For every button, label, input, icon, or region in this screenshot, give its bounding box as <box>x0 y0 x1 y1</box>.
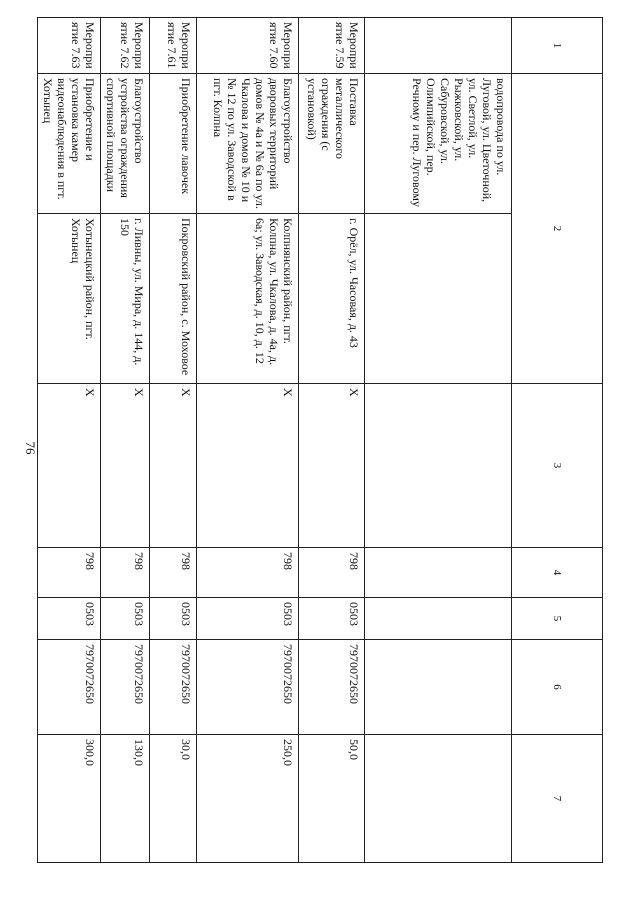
cell-col3: X <box>197 384 299 548</box>
cell-col3: X <box>101 384 150 548</box>
cell-description: Благоустройство дворовых территорий домов № 4а и № 6а по ул. Чкалова и домов № 10 и № 12 по ул. Заводской в пгт. Колпна <box>197 74 299 214</box>
cell-amount: 30,0 <box>150 735 197 863</box>
header-col-7: 7 <box>512 735 603 863</box>
header-col-6: 6 <box>512 640 603 735</box>
header-col-5: 5 <box>512 598 603 640</box>
table-row <box>197 18 299 863</box>
cell-description: Приобретение лавочек <box>150 74 197 214</box>
cell-col6: 7970072650 <box>197 640 299 735</box>
rotated-table-container <box>41 17 603 862</box>
cell-event: Мероприятие 7.61 <box>150 18 197 74</box>
header-row <box>512 18 603 863</box>
table-row <box>150 18 197 863</box>
cell-event <box>365 18 512 74</box>
cell-address: Колпнянский район, пгт. Колпна, ул. Чкалова, д. 4а, д. 6а; ул. Заводская, д. 10, д. 12 <box>197 214 299 384</box>
header-col-2: 2 <box>512 74 603 384</box>
header-col-1: 1 <box>512 18 603 74</box>
cell-col4: 798 <box>101 548 150 598</box>
cell-description: Приобретение и установка камер видеонаблюдения в пгт. Хотынец <box>38 74 101 214</box>
cell-col3: X <box>299 384 365 548</box>
cell-amount: 300,0 <box>38 735 101 863</box>
cell-col5: 0503 <box>101 598 150 640</box>
cell-col5: 0503 <box>150 598 197 640</box>
cell-col5: 0503 <box>38 598 101 640</box>
cell-address: Покровский район, с. Моховое <box>150 214 197 384</box>
cell-col3 <box>365 384 512 548</box>
cell-description: Благоустройство устройства ограждения спортивной площадки <box>101 74 150 214</box>
cell-event: Мероприятие 7.62 <box>101 18 150 74</box>
cell-col4: 798 <box>299 548 365 598</box>
cell-address: г. Ливны, ул. Мира, д. 144, д. 150 <box>101 214 150 384</box>
table-row <box>299 18 365 863</box>
cell-col5: 0503 <box>299 598 365 640</box>
cell-col4 <box>365 548 512 598</box>
cell-description: водопровода по ул. Луговой, ул. Цветочной, ул. Светлой, ул. Рыжковской, ул. Сабуровской, ул. Олимпийской, пер. Речному и пер. Луговому <box>365 74 512 214</box>
cell-col6: 7970072650 <box>299 640 365 735</box>
cell-col6: 7970072650 <box>150 640 197 735</box>
cell-description: Поставка металлического ограждения (с установкой) <box>299 74 365 214</box>
cell-amount <box>365 735 512 863</box>
cell-col3: X <box>38 384 101 548</box>
table-row <box>101 18 150 863</box>
table-row <box>365 18 512 863</box>
cell-col4: 798 <box>197 548 299 598</box>
cell-address <box>365 214 512 384</box>
cell-event: Мероприятие 7.63 <box>38 18 101 74</box>
cell-amount: 50,0 <box>299 735 365 863</box>
cell-address: Хотынецкий район, пгт. Хотынец <box>38 214 101 384</box>
budget-table <box>37 17 603 863</box>
cell-col6: 7970072650 <box>38 640 101 735</box>
cell-col4: 798 <box>38 548 101 598</box>
cell-event: Мероприятие 7.60 <box>197 18 299 74</box>
header-col-4: 4 <box>512 548 603 598</box>
table-row <box>38 18 101 863</box>
cell-col6 <box>365 640 512 735</box>
cell-address: г. Орёл, ул. Часовая, д. 43 <box>299 214 365 384</box>
cell-amount: 250,0 <box>197 735 299 863</box>
cell-col5 <box>365 598 512 640</box>
page-number: 76 <box>23 441 38 455</box>
header-col-3: 3 <box>512 384 603 548</box>
cell-col3: X <box>150 384 197 548</box>
cell-col5: 0503 <box>197 598 299 640</box>
cell-col6: 7970072650 <box>101 640 150 735</box>
cell-col4: 798 <box>150 548 197 598</box>
cell-amount: 130,0 <box>101 735 150 863</box>
cell-event: Мероприятие 7.59 <box>299 18 365 74</box>
